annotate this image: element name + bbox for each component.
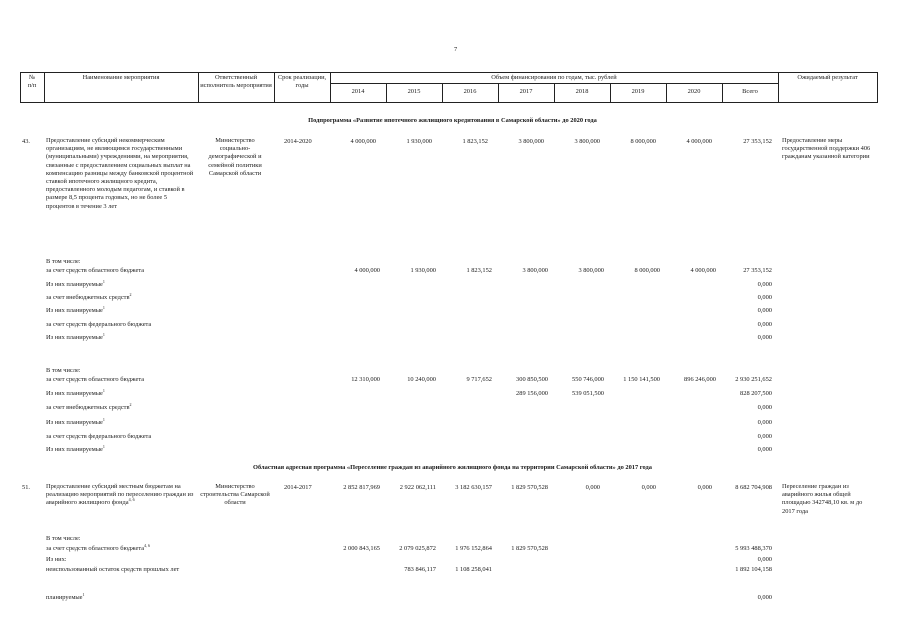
row-value-total: 0,000 [757, 307, 772, 314]
row-label: Из них планируемые$^1$ [46, 304, 105, 314]
row-value: 2 079 025,872 [399, 545, 436, 552]
row-value-total: 1 892 104,158 [735, 566, 772, 573]
item-term: 2014-2017 [284, 484, 312, 491]
row-value-total: 0,000 [757, 433, 772, 440]
row-label: В том числе: [46, 258, 81, 265]
value-cell: 3 800,000 [574, 138, 600, 145]
header-col-funding: Объем финансирования по годам, тыс. рублей [491, 74, 617, 81]
section-title: Подпрограмма «Развитие ипотечного жилищного кредитования в Самарской области» до 2020 года [308, 117, 597, 124]
item-executor: Министерство социально-демографической и семейной политики Самарской области [208, 137, 262, 177]
row-value: 2 000 843,165 [343, 545, 380, 552]
value-cell: 1 829 570,528 [511, 484, 548, 491]
row-value: 289 156,000 [516, 390, 548, 397]
row-value-total: 0,000 [757, 556, 772, 563]
header-year: 2019 [631, 88, 645, 95]
row-value-total: 0,000 [757, 594, 772, 601]
header-year: 2020 [687, 88, 701, 95]
item-result: Переселение граждан из аварийного жилья общей площадью 342748,10 кв. м до 2017 года [782, 483, 863, 515]
header-col-name: Наименование мероприятия [82, 74, 160, 81]
row-label: за счет внебюджетных средств$^2$ [46, 401, 132, 411]
header-col-num: № п/п [27, 74, 37, 89]
row-label: за счет средств областного бюджета [46, 376, 145, 383]
row-value: 783 846,117 [404, 566, 436, 573]
value-cell: 0,000 [641, 484, 656, 491]
page-marker: 7 [454, 46, 458, 53]
value-cell: 4 000,000 [350, 138, 376, 145]
item-number: 51. [22, 484, 30, 491]
row-value-total: 0,000 [757, 404, 772, 411]
row-label: Из них планируемые$^1$ [46, 331, 105, 341]
value-cell: 8 000,000 [630, 138, 656, 145]
row-value-total: 0,000 [757, 446, 772, 453]
item-term: 2014-2020 [284, 138, 312, 145]
item-name: Предоставление субсидий некоммерческим организациям, не являющимся государственными (муниципальными) учреждениями, на мероприятия, связанные с предоставлением социальных выплат на компенсацию разницы между банковской процентной ставкой ипотечного жилищного кредита, предоставленного молодым педагогам, и ставкой в размере 8,5 процента годовых, но не более 5 процентов в течение 3 лет [46, 137, 194, 210]
value-cell: 0,000 [697, 484, 712, 491]
row-value: 12 310,000 [351, 376, 380, 383]
value-cell: 2 922 062,111 [399, 484, 436, 491]
row-label: за счет средств областного бюджета$^{4, 6}$ [46, 542, 151, 552]
row-value: 1 976 152,864 [455, 545, 492, 552]
header-total: Всего [742, 88, 758, 95]
row-value-total: 5 993 488,370 [735, 545, 772, 552]
row-value: 9 717,652 [466, 376, 492, 383]
row-value: 896 246,000 [684, 376, 716, 383]
row-value-total: 828 207,500 [740, 390, 772, 397]
row-value: 3 800,000 [522, 267, 548, 274]
row-value: 4 000,000 [354, 267, 380, 274]
value-cell: 0,000 [585, 484, 600, 491]
row-label: Из них: [46, 556, 67, 563]
row-value-total: 2 930 251,652 [735, 376, 772, 383]
row-label: В том числе: [46, 367, 81, 374]
row-value: 4 000,000 [690, 267, 716, 274]
row-label: за счет средств федерального бюджета [46, 321, 152, 328]
section-title: Областная адресная программа «Переселение граждан из аварийного жилищного фонда на территории Самарской области» до 2017 года [253, 464, 652, 471]
row-label: Из них планируемые$^1$ [46, 278, 105, 288]
row-label: за счет внебюджетных средств$^2$ [46, 291, 132, 301]
item-number: 43. [22, 138, 30, 145]
item-executor: Министерство строительства Самарской области [200, 483, 270, 507]
row-label: В том числе: [46, 535, 81, 542]
row-value: 1 150 141,500 [623, 376, 660, 383]
value-cell-total: 8 682 704,908 [735, 484, 772, 491]
header-col-exec: Ответственный исполнитель мероприятия [200, 74, 272, 89]
value-cell: 4 000,000 [686, 138, 712, 145]
row-value: 300 850,500 [516, 376, 548, 383]
row-value: 1 829 570,528 [511, 545, 548, 552]
header-year: 2014 [351, 88, 365, 95]
row-label: за счет средств федерального бюджета [46, 433, 152, 440]
row-value: 10 240,000 [407, 376, 436, 383]
row-label: за счет средств областного бюджета [46, 267, 145, 274]
header-year: 2015 [407, 88, 421, 95]
row-value: 1 108 258,041 [455, 566, 492, 573]
row-label: Из них планируемые$^1$ [46, 416, 105, 426]
header-year: 2017 [519, 88, 533, 95]
row-value: 550 746,000 [572, 376, 604, 383]
value-cell: 3 182 630,157 [455, 484, 492, 491]
value-cell: 2 852 817,969 [343, 484, 380, 491]
header-col-result: Ожидаемый результат [797, 74, 858, 81]
item-result: Предоставление меры государственной поддержки 406 гражданам указанной категории [782, 137, 871, 161]
header-year: 2018 [575, 88, 589, 95]
row-value: 539 051,500 [572, 390, 604, 397]
row-value: 1 823,152 [466, 267, 492, 274]
row-value: 1 930,000 [410, 267, 436, 274]
row-label: планируемые$^1$ [46, 591, 85, 601]
row-value-total: 0,000 [757, 321, 772, 328]
row-value-total: 0,000 [757, 419, 772, 426]
item-name: Предоставление субсидий местным бюджетам на реализацию мероприятий по переселению граждан из аварийного жилищного фонда$^{4, 6}$ [46, 483, 194, 507]
value-cell: 3 800,000 [518, 138, 544, 145]
row-value: 3 800,000 [578, 267, 604, 274]
value-cell-total: 27 353,152 [743, 138, 772, 145]
header-year: 2016 [463, 88, 477, 95]
row-label: Из них планируемые$^1$ [46, 443, 105, 453]
row-value-total: 27 353,152 [743, 267, 772, 274]
value-cell: 1 930,000 [406, 138, 432, 145]
row-label: неиспользованный остаток средств прошлых лет [46, 566, 180, 573]
row-value-total: 0,000 [757, 281, 772, 288]
header-col-term: Срок реализации, годы [277, 74, 327, 89]
row-value-total: 0,000 [757, 294, 772, 301]
row-value-total: 0,000 [757, 334, 772, 341]
row-value: 8 000,000 [634, 267, 660, 274]
value-cell: 1 823,152 [462, 138, 488, 145]
row-label: Из них планируемые$^1$ [46, 387, 105, 397]
